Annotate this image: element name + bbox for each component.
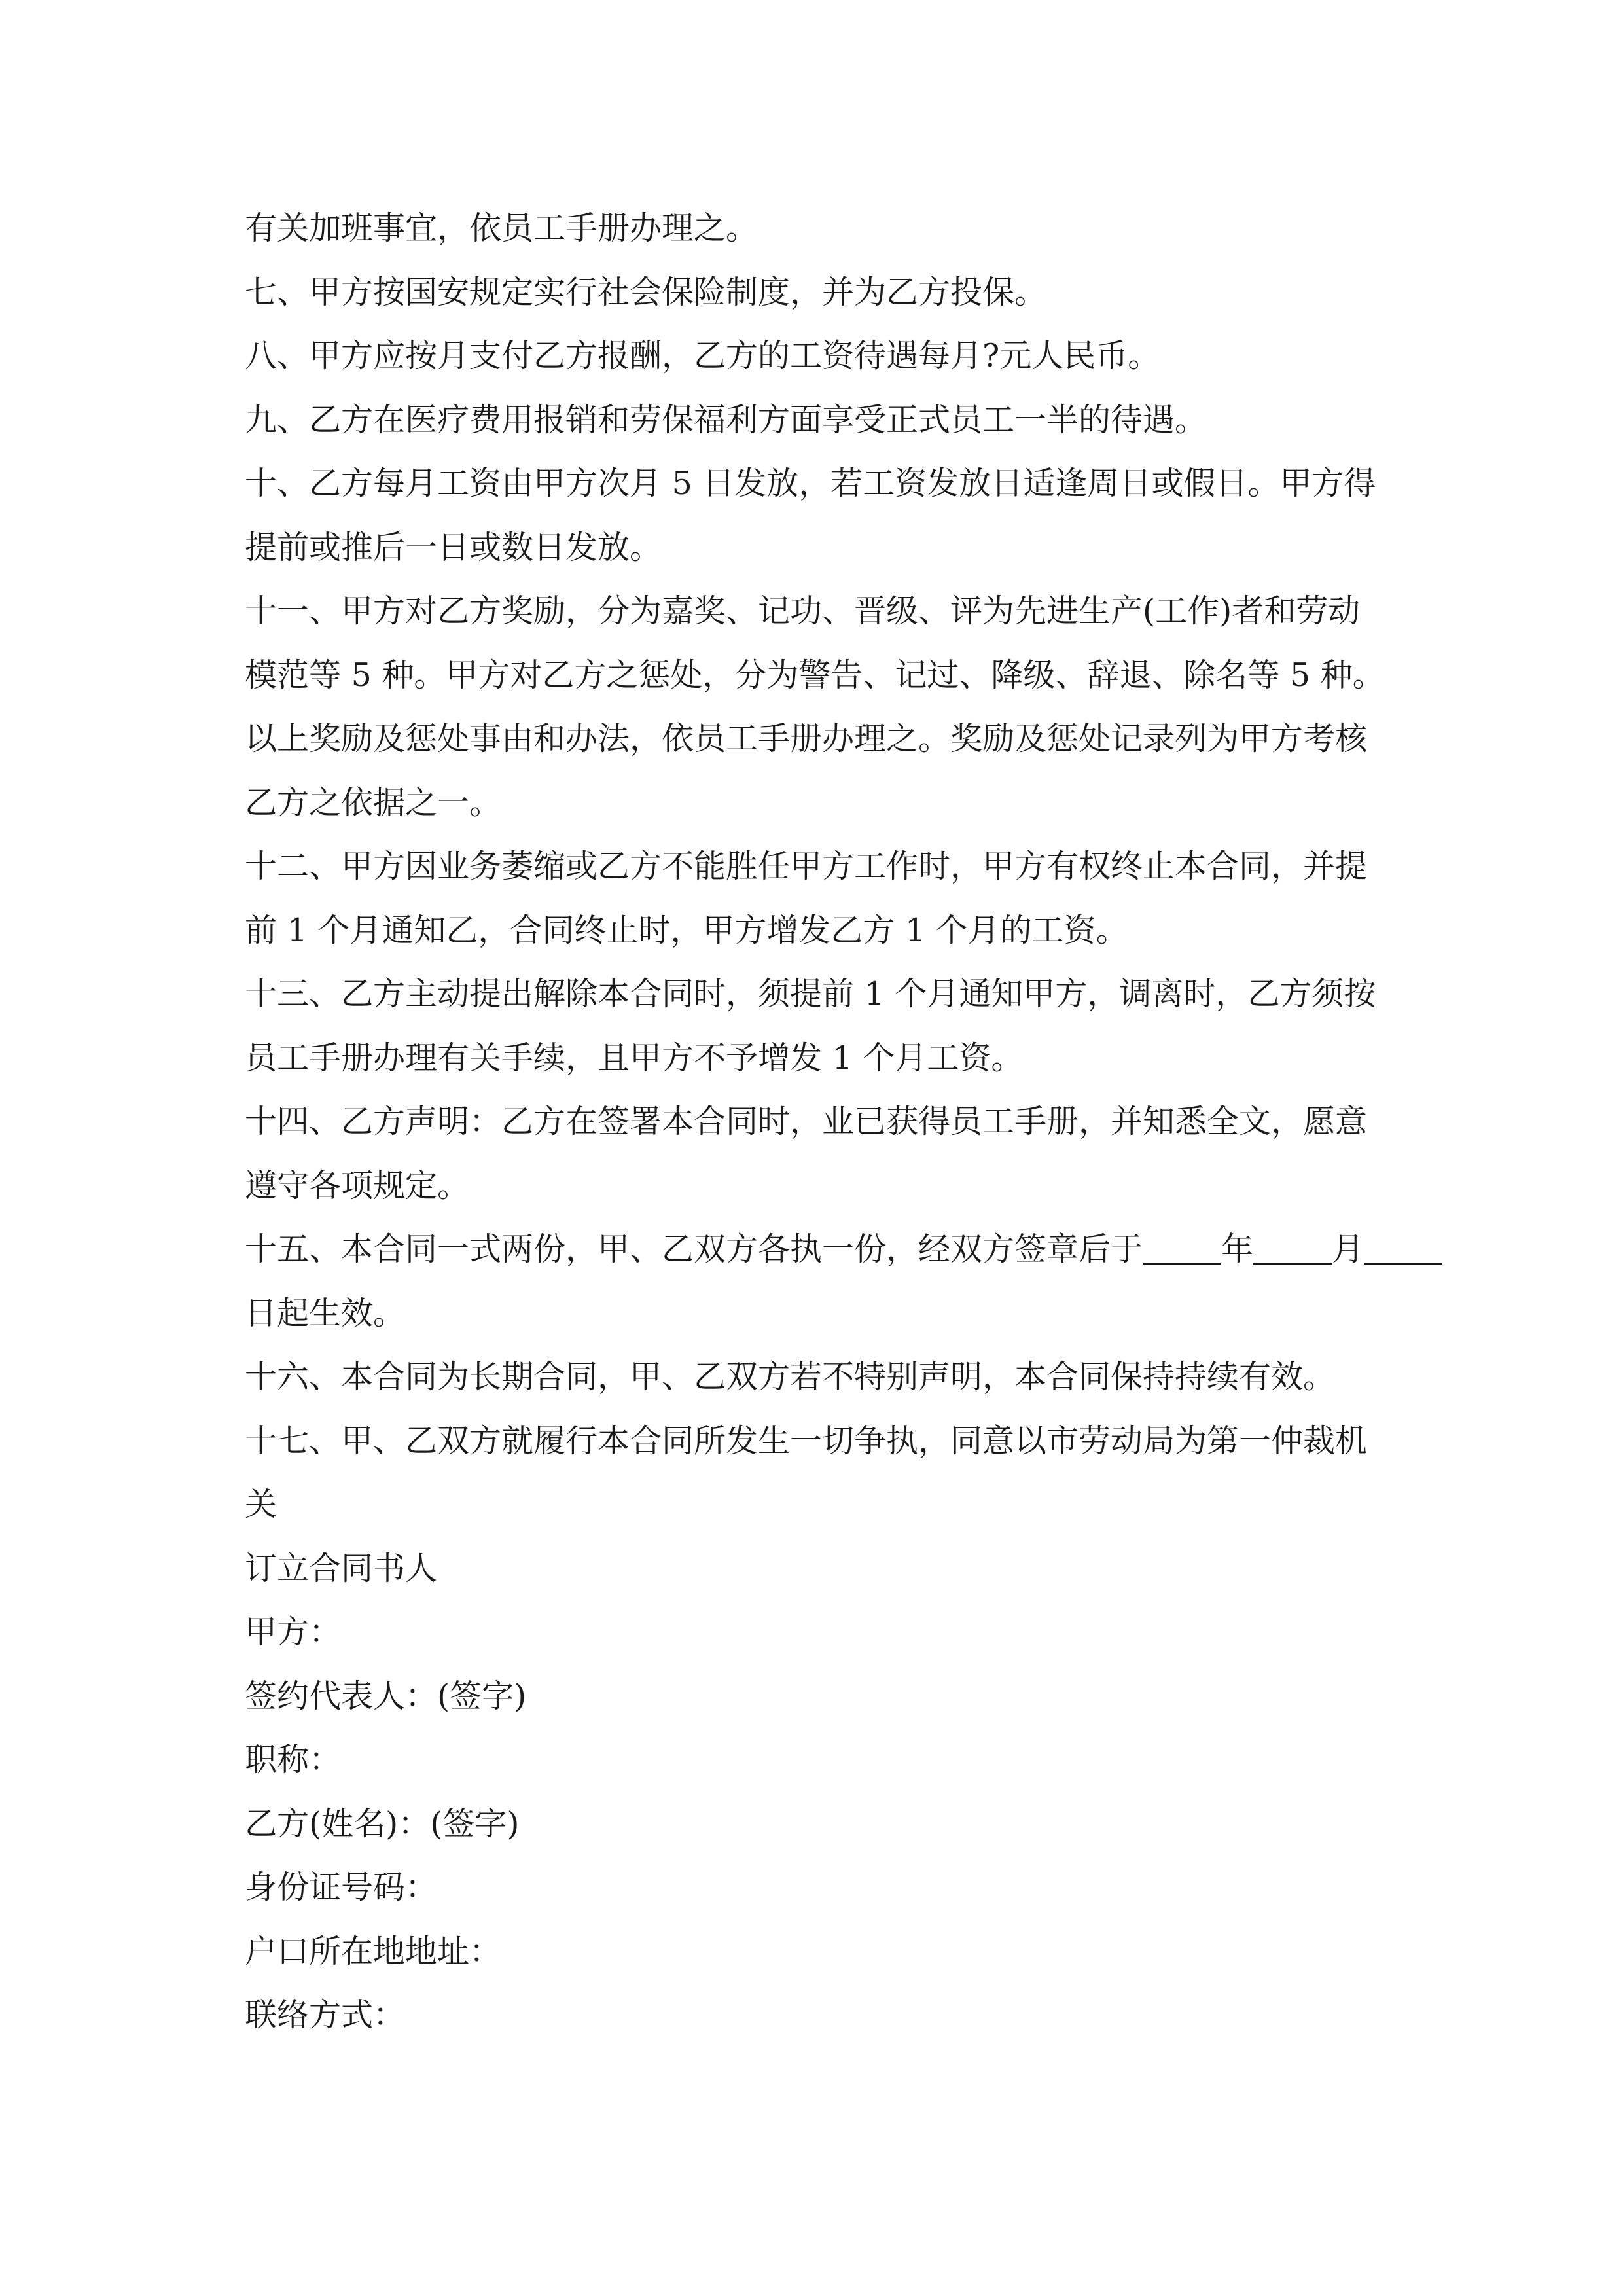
document-body bbox=[245, 196, 1383, 2047]
clause-12: 十二、甲方因业务萎缩或乙方不能胜任甲方工作时，甲方有权终止本合同，并提 bbox=[245, 848, 1368, 885]
clause-17: 十七、甲、乙双方就履行本合同所发生一切争执，同意以市劳动局为第一仲裁机 bbox=[245, 1422, 1368, 1460]
clause-15 bbox=[245, 1217, 1383, 1282]
party-b-field: 乙方(姓名)：(签字) bbox=[245, 1804, 520, 1842]
text-line: 前 1 个月通知乙，合同终止时，甲方增发乙方 1 个月的工资。 bbox=[245, 911, 1128, 949]
year-blank bbox=[1143, 1231, 1221, 1265]
month-blank bbox=[1253, 1231, 1332, 1265]
clause-7: 七、甲方按国安规定实行社会保险制度，并为乙方投保。 bbox=[245, 273, 1047, 311]
text-line: 有关加班事宜，依员工手册办理之。 bbox=[245, 209, 758, 247]
text-line: 模范等 5 种。甲方对乙方之惩处，分为警告、记过、降级、辞退、除名等 5 种。 bbox=[245, 656, 1385, 694]
text-line: 乙方之依据之一。 bbox=[245, 783, 502, 821]
text-line: 员工手册办理有关手续，且甲方不予增发 1 个月工资。 bbox=[245, 1039, 1024, 1077]
text-line: 提前或推后一日或数日发放。 bbox=[245, 528, 662, 566]
month-label: 月 bbox=[1332, 1230, 1364, 1268]
clause-9: 九、乙方在医疗费用报销和劳保福利方面享受正式员工一半的待遇。 bbox=[245, 401, 1207, 439]
clause-10: 十、乙方每月工资由甲方次月 5 日发放，若工资发放日适逢周日或假日。甲方得 bbox=[245, 465, 1376, 502]
clause-15-text: 十五、本合同一式两份，甲、乙双方各执一份，经双方签章后于 bbox=[245, 1230, 1143, 1268]
clause-16: 十六、本合同为长期合同，甲、乙双方若不特别声明，本合同保持持续有效。 bbox=[245, 1358, 1336, 1395]
clause-14: 十四、乙方声明：乙方在签署本合同时，业已获得员工手册，并知悉全文，愿意 bbox=[245, 1103, 1368, 1140]
year-label: 年 bbox=[1221, 1230, 1254, 1268]
clause-8: 八、甲方应按月支付乙方报酬，乙方的工资待遇每月?元人民币。 bbox=[245, 337, 1160, 374]
household-address-field: 户口所在地地址： bbox=[245, 1932, 502, 1970]
text-line: 关 bbox=[245, 1486, 277, 1523]
text-line: 日起生效。 bbox=[245, 1294, 406, 1332]
clause-11: 十一、甲方对乙方奖励，分为嘉奖、记功、晋级、评为先进生产(工作)者和劳动 bbox=[245, 592, 1361, 630]
party-a-field: 甲方： bbox=[245, 1613, 342, 1651]
representative-field: 签约代表人：(签字) bbox=[245, 1677, 527, 1715]
clause-13: 十三、乙方主动提出解除本合同时，须提前 1 个月通知甲方，调离时，乙方须按 bbox=[245, 975, 1376, 1013]
title-field: 职称： bbox=[245, 1741, 342, 1778]
id-number-field: 身份证号码： bbox=[245, 1869, 438, 1906]
text-line: 以上奖励及惩处事由和办法，依员工手册办理之。奖励及惩处记录列为甲方考核 bbox=[245, 720, 1368, 757]
contact-field: 联络方式： bbox=[245, 1996, 406, 2034]
day-blank bbox=[1364, 1231, 1442, 1265]
signature-heading: 订立合同书人 bbox=[245, 1549, 438, 1587]
text-line: 遵守各项规定。 bbox=[245, 1166, 470, 1204]
